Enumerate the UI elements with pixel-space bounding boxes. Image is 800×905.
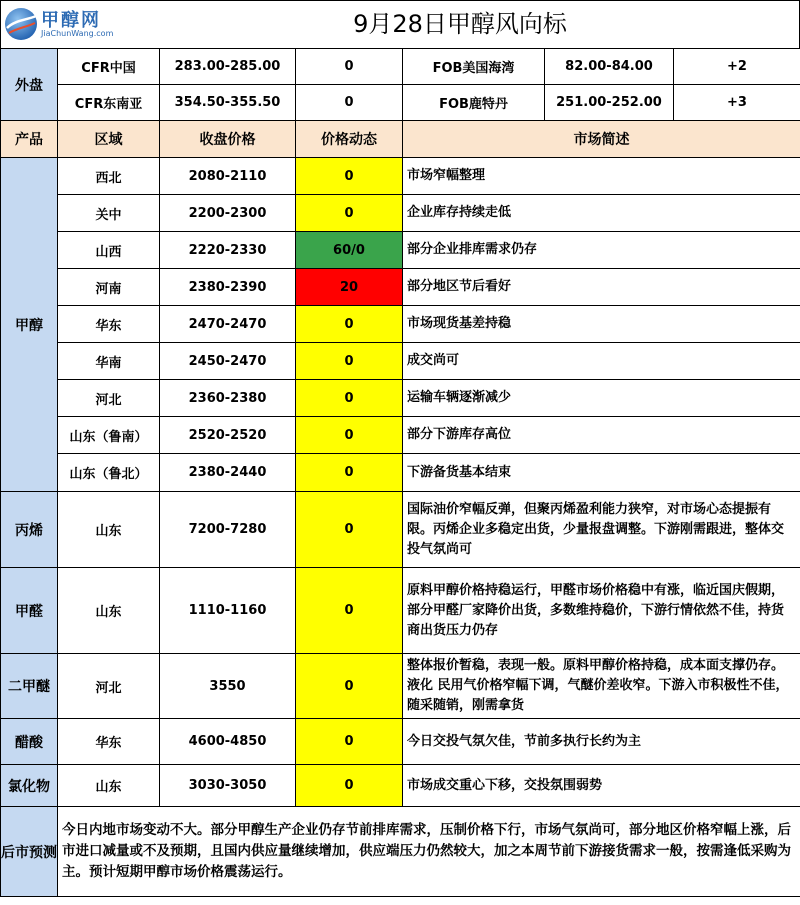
foreign-price-cell: 283.00-285.00 [160, 49, 296, 85]
close-price-cell: 2220-2330 [160, 232, 296, 269]
foreign-row [1, 85, 800, 121]
logo-english-text: JiaChunWang.com [41, 29, 114, 38]
price-change-cell: 0 [296, 568, 403, 654]
price-change-cell: 0 [296, 306, 403, 343]
region-cell: 山东 [58, 492, 160, 568]
region-cell: 山西 [58, 232, 160, 269]
market-description: 市场成交重心下移，交投氛围弱势 [403, 765, 800, 807]
market-description: 整体报价暂稳，表现一般。原料甲醇价格持稳，成本面支撑仍存。液化 民用气价格窄幅下调，气醚价差收窄。下游入市积极性不佳，随采随销，刚需拿货 [403, 654, 800, 719]
foreign-change-cell: 0 [296, 85, 403, 121]
market-description: 成交尚可 [403, 343, 800, 380]
product-name: 甲醛 [1, 568, 58, 654]
price-change-cell: 0 [296, 719, 403, 765]
product-name: 甲醇 [1, 158, 58, 492]
close-price-cell: 3550 [160, 654, 296, 719]
column-header-row [1, 121, 800, 158]
market-description: 企业库存持续走低 [403, 195, 800, 232]
region-cell: 山东 [58, 765, 160, 807]
close-price-cell: 2470-2470 [160, 306, 296, 343]
price-change-cell: 20 [296, 269, 403, 306]
product-row [1, 417, 800, 454]
close-price-cell: 2360-2380 [160, 380, 296, 417]
region-cell: 华东 [58, 719, 160, 765]
page-title: 9月28日甲醇风向标 [353, 10, 567, 38]
price-change-cell: 0 [296, 417, 403, 454]
site-logo[interactable] [3, 4, 121, 44]
globe-logo-icon [3, 6, 39, 42]
forecast-row [1, 807, 800, 897]
price-change-cell: 60/0 [296, 232, 403, 269]
product-row [1, 306, 800, 343]
header-bar [0, 0, 800, 49]
foreign-name-cell: FOB鹿特丹 [403, 85, 545, 121]
market-description: 市场窄幅整理 [403, 158, 800, 195]
region-cell: 山东 [58, 568, 160, 654]
close-price-cell: 2080-2110 [160, 158, 296, 195]
market-description: 市场现货基差持稳 [403, 306, 800, 343]
close-price-cell: 2380-2390 [160, 269, 296, 306]
product-name: 氯化物 [1, 765, 58, 807]
close-price-cell: 2200-2300 [160, 195, 296, 232]
price-change-cell: 0 [296, 654, 403, 719]
close-price-cell: 3030-3050 [160, 765, 296, 807]
price-change-cell: 0 [296, 454, 403, 492]
market-description: 运输车辆逐渐减少 [403, 380, 800, 417]
market-description: 今日交投气氛欠佳，节前多执行长约为主 [403, 719, 800, 765]
foreign-change-cell: +2 [674, 49, 800, 85]
region-cell: 山东（鲁北） [58, 454, 160, 492]
foreign-name-cell: CFR东南亚 [58, 85, 160, 121]
market-description: 原料甲醇价格持稳运行，甲醛市场价格稳中有涨，临近国庆假期，部分甲醛厂家降价出货，多数维持稳价，下游行情依然不佳，持货商出货压力仍存 [403, 568, 800, 654]
product-row [1, 269, 800, 306]
foreign-price-cell: 354.50-355.50 [160, 85, 296, 121]
close-price-cell: 7200-7280 [160, 492, 296, 568]
region-cell: 华南 [58, 343, 160, 380]
region-cell: 华东 [58, 306, 160, 343]
market-description: 部分地区节后看好 [403, 269, 800, 306]
market-description: 国际油价窄幅反弹，但聚丙烯盈利能力狭窄，对市场心态提振有限。丙烯企业多稳定出货，少量报盘调整。下游刚需跟进，整体交投气氛尚可 [403, 492, 800, 568]
product-row [1, 380, 800, 417]
product-row [1, 343, 800, 380]
product-row [1, 719, 800, 765]
close-price-cell: 4600-4850 [160, 719, 296, 765]
foreign-change-cell: +3 [674, 85, 800, 121]
foreign-market-label: 外盘 [1, 49, 58, 121]
close-price-cell: 1110-1160 [160, 568, 296, 654]
header-description: 市场简述 [403, 121, 800, 158]
header-price: 收盘价格 [160, 121, 296, 158]
price-change-cell: 0 [296, 492, 403, 568]
product-row [1, 492, 800, 568]
region-cell: 西北 [58, 158, 160, 195]
price-table [0, 48, 800, 897]
price-change-cell: 0 [296, 765, 403, 807]
product-row [1, 158, 800, 195]
market-description: 下游备货基本结束 [403, 454, 800, 492]
foreign-price-cell: 82.00-84.00 [545, 49, 674, 85]
foreign-row [1, 49, 800, 85]
close-price-cell: 2520-2520 [160, 417, 296, 454]
product-row [1, 765, 800, 807]
product-row [1, 195, 800, 232]
region-cell: 河北 [58, 654, 160, 719]
market-description: 部分下游库存高位 [403, 417, 800, 454]
product-name: 二甲醚 [1, 654, 58, 719]
close-price-cell: 2380-2440 [160, 454, 296, 492]
price-change-cell: 0 [296, 380, 403, 417]
product-row [1, 568, 800, 654]
foreign-name-cell: FOB美国海湾 [403, 49, 545, 85]
header-region: 区域 [58, 121, 160, 158]
product-row [1, 232, 800, 269]
product-name: 醋酸 [1, 719, 58, 765]
foreign-change-cell: 0 [296, 49, 403, 85]
region-cell: 山东（鲁南） [58, 417, 160, 454]
price-change-cell: 0 [296, 158, 403, 195]
price-change-cell: 0 [296, 195, 403, 232]
region-cell: 关中 [58, 195, 160, 232]
close-price-cell: 2450-2470 [160, 343, 296, 380]
product-row [1, 654, 800, 719]
header-product: 产品 [1, 121, 58, 158]
header-change: 价格动态 [296, 121, 403, 158]
logo-chinese-text: 甲醇网 [41, 10, 101, 31]
region-cell: 河南 [58, 269, 160, 306]
market-description: 部分企业排库需求仍存 [403, 232, 800, 269]
foreign-price-cell: 251.00-252.00 [545, 85, 674, 121]
product-name: 丙烯 [1, 492, 58, 568]
forecast-text: 今日内地市场变动不大。部分甲醇生产企业仍存节前排库需求，压制价格下行，市场气氛尚可，部分地区价格窄幅上涨，后市进口减量或不及预期，且国内供应量继续增加，供应端压力仍然较大，加之本周节前下游接货需求一般，按需逢低采购为主。预计短期甲醇市场价格震荡运行。 [58, 807, 800, 897]
product-row [1, 454, 800, 492]
foreign-name-cell: CFR中国 [58, 49, 160, 85]
forecast-label: 后市预测 [1, 807, 58, 897]
price-change-cell: 0 [296, 343, 403, 380]
region-cell: 河北 [58, 380, 160, 417]
